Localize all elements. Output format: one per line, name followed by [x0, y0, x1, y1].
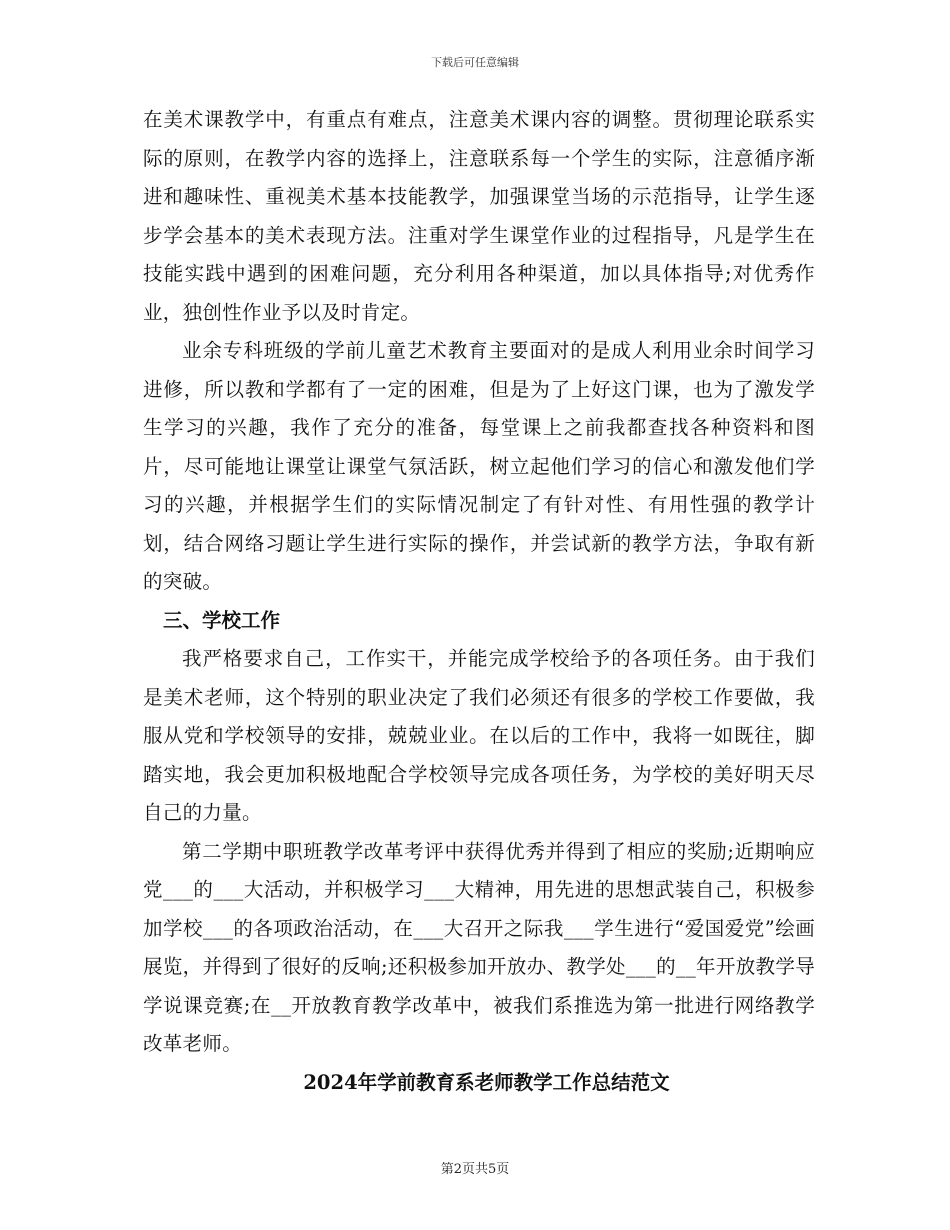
page-header: 下载后可任意编辑 [431, 56, 519, 69]
paragraph-1: 在美术课教学中，有重点有难点，注意美术课内容的调整。贯彻理论联系实际的原则，在教学内容的选择上，注意联系每一个学生的实际，注意循序渐进和趣味性、重视美术基本技能教学，加强课堂当场的示范指导，让学生逐步学会基本的美术表现方法。注重对学生课堂作业的过程指导，凡是学生在技能实践中遇到的困难问题，充分利用各种渠道，加以具体指导;对优秀作业，独创性作业予以及时肯定。 [143, 108, 815, 324]
paragraph-3: 我严格要求自己，工作实干，并能完成学校给予的各项任务。由于我们是美术老师，这个特别的职业决定了我们必须还有很多的学校工作要做，我服从党和学校领导的安排，兢兢业业。在以后的工作中，我将一如既往，脚踏实地，我会更加积极地配合学校领导完成各项任务，为学校的美好明天尽自己的力量。 [143, 647, 815, 824]
document-title: 2024年学前教育系老师教学工作总结范文 [303, 1070, 670, 1094]
paragraph-4: 第二学期中职班教学改革考评中获得优秀并得到了相应的奖励;近期响应党___的___大活动，并积极学习___大精神，用先进的思想武装自己，积极参加学校___的各项政治活动，在___大召开之际我___学生进行“爱国爱党”绘画展览，并得到了很好的反响;还积极参加开放办、教学处___的__年开放教学导学说课竞赛;在__开放教育教学改革中，被我们系推选为第一批进行网络教学改革老师。 [143, 839, 815, 1055]
document-body [143, 101, 815, 1102]
section-heading-school-work: 三、学校工作 [163, 608, 281, 632]
page-number: 第2页共5页 [440, 1162, 510, 1177]
paragraph-2: 业余专科班级的学前儿童艺术教育主要面对的是成人利用业余时间学习进修，所以教和学都有了一定的困难，但是为了上好这门课，也为了激发学生学习的兴趣，我作了充分的准备，每堂课上之前我都查找各种资料和图片，尽可能地让课堂让课堂气氛活跃，树立起他们学习的信心和激发他们学习的兴趣，并根据学生们的实际情况制定了有针对性、有用性强的教学计划，结合网络习题让学生进行实际的操作，并尝试新的教学方法，争取有新的突破。 [143, 339, 815, 593]
